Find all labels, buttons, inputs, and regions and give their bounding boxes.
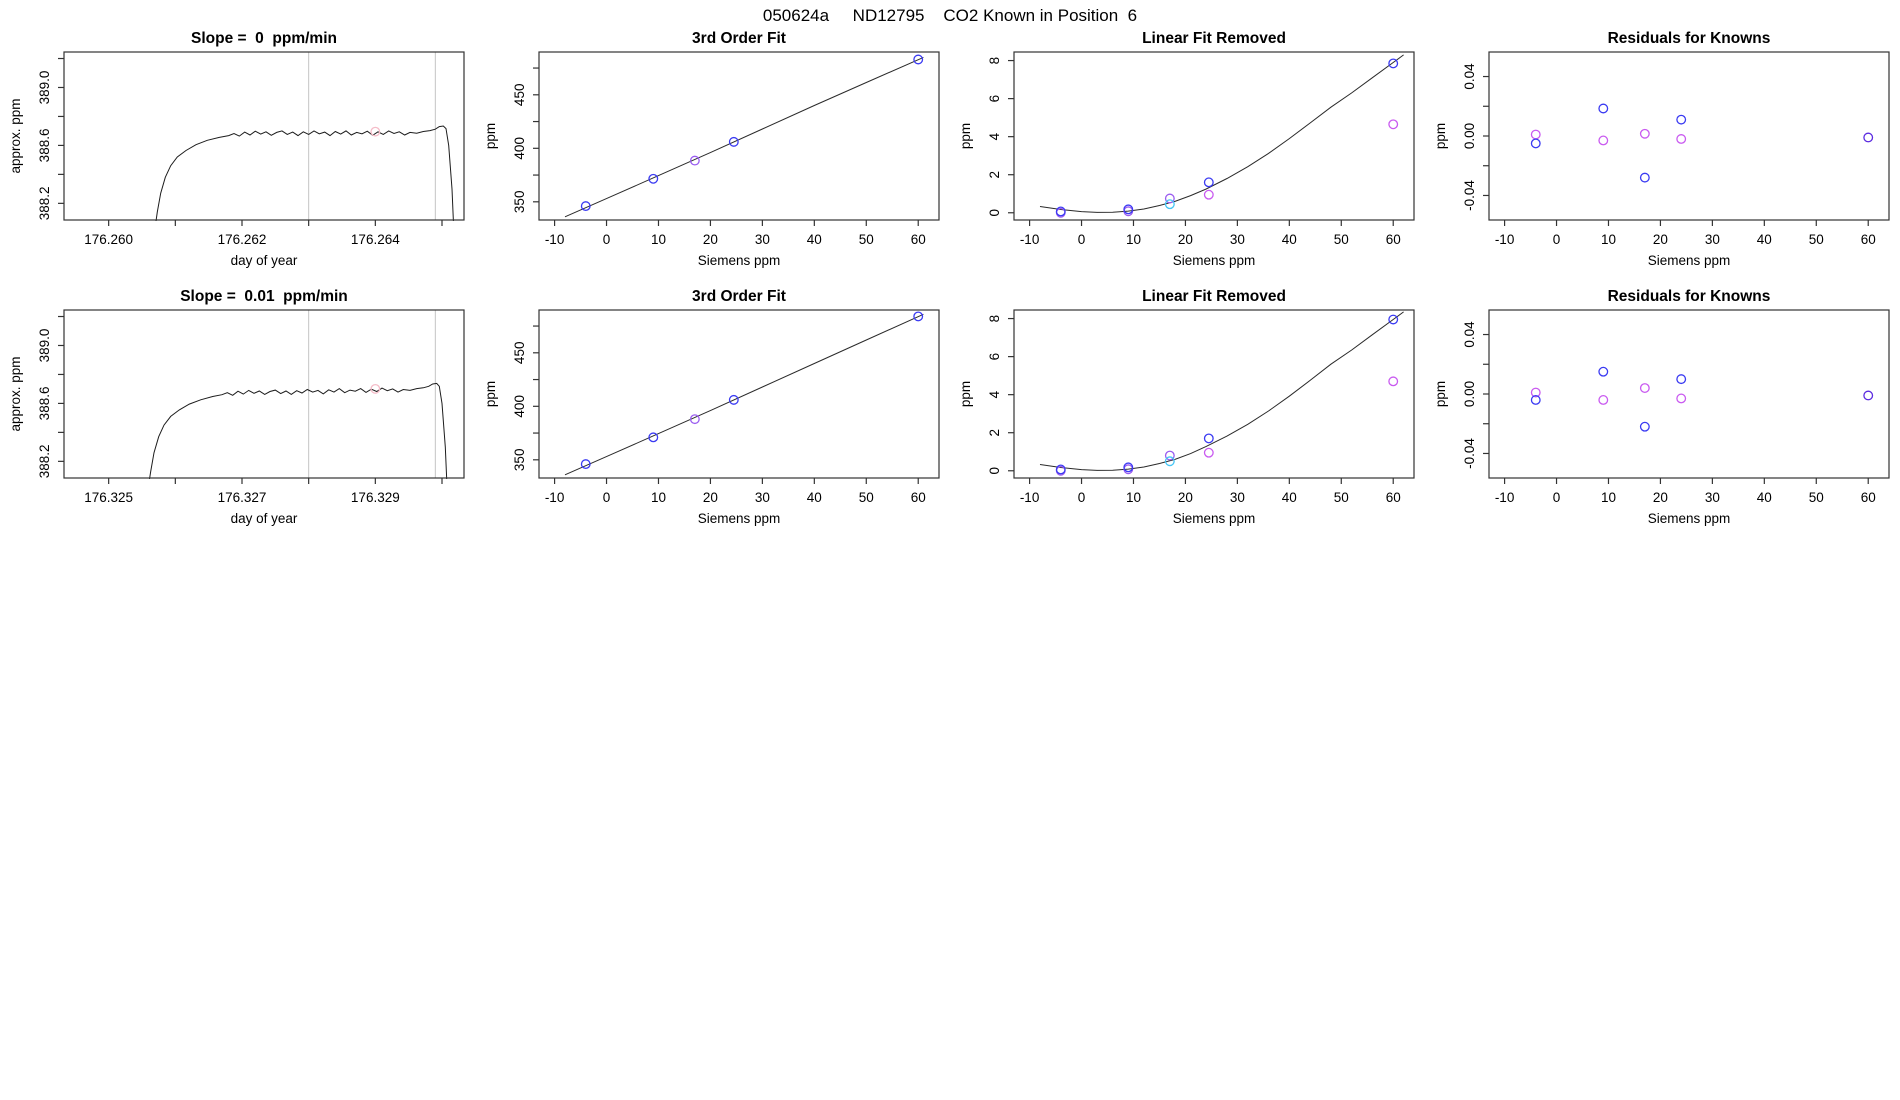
residual-point (1864, 391, 1873, 400)
x-tick-label: 10 (650, 490, 666, 505)
plot-box (1014, 310, 1414, 478)
x-axis-label: Siemens ppm (697, 253, 781, 268)
y-tick-label: 0.04 (1462, 321, 1477, 348)
x-tick-label: 0 (1552, 490, 1561, 505)
x-axis-label: Siemens ppm (1172, 511, 1256, 526)
plot-r1-residuals (1425, 28, 1900, 280)
x-tick-label: 10 (1125, 232, 1141, 247)
x-tick-label: -10 (1494, 232, 1515, 247)
x-tick-label: 176.325 (84, 490, 134, 505)
x-tick-label: 50 (1808, 232, 1824, 247)
plot-box (1489, 310, 1889, 478)
x-tick-label: 10 (1600, 490, 1616, 505)
residual-point (1677, 375, 1686, 384)
plot-r2-slope-timeseries (0, 286, 475, 538)
series-layer (147, 310, 447, 493)
plot-title: Linear Fit Removed (1142, 30, 1286, 47)
x-tick-label: 30 (1704, 490, 1720, 505)
y-tick-label: -0.04 (1462, 180, 1477, 211)
y-tick-label: 388.6 (37, 128, 52, 163)
x-tick-label: 40 (806, 232, 822, 247)
x-tick-label: 10 (650, 232, 666, 247)
y-tick-label: 350 (512, 190, 527, 214)
co2-trace (154, 126, 454, 235)
chart-svg (1425, 286, 1900, 538)
residual-point (1531, 139, 1540, 148)
residual-point (1531, 130, 1540, 139)
x-tick-label: -10 (1494, 490, 1515, 505)
page-title: 050624a ND12795 CO2 Known in Position 6 (762, 6, 1138, 25)
x-tick-label: 0 (1077, 232, 1086, 247)
gas-point (1389, 120, 1398, 129)
x-tick-label: 0 (1077, 490, 1086, 505)
y-tick-label: -0.04 (1462, 438, 1477, 469)
plot-r2-linear-fit-removed (950, 286, 1425, 538)
x-axis-label: Siemens ppm (1647, 253, 1731, 268)
chart-svg (475, 286, 950, 538)
x-tick-label: 30 (1229, 490, 1245, 505)
x-tick-label: 10 (1125, 490, 1141, 505)
gas-point (1205, 448, 1214, 457)
plot-title: Linear Fit Removed (1142, 288, 1286, 305)
residual-point (1599, 104, 1608, 113)
y-tick-label: 2 (987, 428, 1002, 437)
co2-trace (147, 383, 447, 493)
chart-svg (950, 28, 1425, 280)
x-tick-label: 0 (602, 490, 611, 505)
chart-svg (950, 286, 1425, 538)
x-tick-label: 176.262 (217, 232, 267, 247)
plot-r1-linear-fit-removed (950, 28, 1425, 280)
y-tick-label: 389.0 (37, 70, 52, 105)
residual-curve (1040, 55, 1404, 213)
cubic-fit-line (565, 57, 923, 216)
chart-svg (475, 28, 950, 280)
cubic-fit-line (565, 314, 923, 475)
plot-r2-residuals (1425, 286, 1900, 538)
x-tick-label: 176.260 (84, 232, 134, 247)
x-axis-label: day of year (230, 253, 298, 268)
x-tick-label: -10 (544, 232, 565, 247)
plot-title: Slope = 0.01 ppm/min (180, 288, 348, 305)
x-tick-label: 20 (1652, 490, 1668, 505)
series-layer (154, 52, 454, 235)
gas-point (1205, 190, 1214, 199)
x-tick-label: 30 (754, 232, 770, 247)
x-tick-label: 50 (1808, 490, 1824, 505)
plot-title: Residuals for Knowns (1607, 288, 1771, 305)
y-tick-label: 0.00 (1462, 380, 1477, 408)
plot-box (1489, 52, 1889, 220)
residual-point (1599, 396, 1608, 405)
residual-point (1641, 384, 1650, 393)
x-tick-label: 60 (910, 490, 926, 505)
x-tick-label: 60 (1860, 232, 1876, 247)
y-axis-label: ppm (1433, 380, 1448, 408)
y-tick-label: 400 (512, 395, 527, 418)
residual-point (1641, 422, 1650, 431)
x-axis-label: Siemens ppm (1647, 511, 1731, 526)
residual-point (1641, 173, 1650, 182)
series-layer (565, 55, 923, 217)
x-tick-label: 50 (1333, 490, 1349, 505)
plot-title: 3rd Order Fit (692, 288, 786, 305)
x-tick-label: 60 (910, 232, 926, 247)
series-layer (1040, 312, 1404, 475)
x-tick-label: -10 (544, 490, 565, 505)
x-tick-label: 30 (754, 490, 770, 505)
x-axis-label: Siemens ppm (697, 511, 781, 526)
x-tick-label: -10 (1019, 232, 1040, 247)
plot-title: Residuals for Knowns (1607, 30, 1771, 47)
x-tick-label: 40 (1756, 232, 1772, 247)
x-tick-label: 20 (1177, 232, 1193, 247)
plot-title: 3rd Order Fit (692, 30, 786, 47)
x-axis-label: day of year (230, 511, 298, 526)
x-tick-label: 176.264 (350, 232, 400, 247)
y-tick-label: 450 (512, 341, 527, 365)
x-tick-label: -10 (1019, 490, 1040, 505)
y-tick-label: 0 (987, 467, 1002, 475)
y-axis-label: ppm (483, 122, 498, 150)
plot-box (64, 52, 464, 220)
chart-svg (0, 28, 475, 280)
y-tick-label: 389.0 (37, 328, 52, 363)
y-axis-label: ppm (958, 380, 973, 408)
x-tick-label: 60 (1385, 232, 1401, 247)
y-tick-label: 0 (987, 209, 1002, 217)
sample-marker (371, 385, 380, 394)
x-tick-label: 20 (702, 490, 718, 505)
y-axis-label: approx. ppm (8, 356, 23, 432)
series-layer (1040, 55, 1404, 217)
x-tick-label: 30 (1229, 232, 1245, 247)
y-tick-label: 0.04 (1462, 63, 1477, 90)
x-tick-label: 10 (1600, 232, 1616, 247)
x-tick-label: 50 (858, 490, 874, 505)
residual-point (1677, 115, 1686, 124)
x-tick-label: 40 (806, 490, 822, 505)
y-tick-label: 400 (512, 137, 527, 160)
plot-r1-slope-timeseries (0, 28, 475, 280)
y-tick-label: 350 (512, 448, 527, 472)
y-tick-label: 6 (987, 94, 1002, 103)
gas-point (1389, 59, 1398, 68)
x-tick-label: 30 (1704, 232, 1720, 247)
y-axis-label: ppm (1433, 122, 1448, 150)
y-tick-label: 0.00 (1462, 122, 1477, 150)
x-axis-label: Siemens ppm (1172, 253, 1256, 268)
x-tick-label: 20 (702, 232, 718, 247)
residual-point (1677, 135, 1686, 144)
y-axis-label: approx. ppm (8, 98, 23, 174)
x-tick-label: 0 (1552, 232, 1561, 247)
x-tick-label: 176.329 (350, 490, 400, 505)
residual-point (1677, 394, 1686, 403)
y-tick-label: 4 (987, 132, 1002, 141)
series-layer (565, 312, 923, 475)
residual-curve (1040, 312, 1404, 471)
chart-svg (0, 286, 475, 538)
x-tick-label: 40 (1281, 490, 1297, 505)
x-tick-label: 50 (1333, 232, 1349, 247)
residual-point (1599, 136, 1608, 145)
x-tick-label: 60 (1860, 490, 1876, 505)
y-tick-label: 8 (987, 314, 1002, 323)
residual-point (1641, 129, 1650, 138)
y-axis-label: ppm (958, 122, 973, 150)
y-tick-label: 4 (987, 390, 1002, 399)
y-tick-label: 388.2 (37, 444, 52, 479)
plot-box (1014, 52, 1414, 220)
gas-point (1166, 200, 1175, 209)
residual-point (1599, 367, 1608, 376)
series-layer (1531, 367, 1872, 431)
plot-box (539, 310, 939, 478)
residual-point (1864, 133, 1873, 142)
x-tick-label: 50 (858, 232, 874, 247)
x-tick-label: 0 (602, 232, 611, 247)
y-axis-label: ppm (483, 380, 498, 408)
x-tick-label: 20 (1652, 232, 1668, 247)
y-tick-label: 8 (987, 56, 1002, 65)
plot-title: Slope = 0 ppm/min (191, 30, 337, 47)
plot-r2-3rd-order-fit (475, 286, 950, 538)
y-tick-label: 388.2 (37, 186, 52, 221)
chart-svg (1425, 28, 1900, 280)
series-layer (1531, 104, 1872, 182)
x-tick-label: 40 (1281, 232, 1297, 247)
x-tick-label: 20 (1177, 490, 1193, 505)
y-tick-label: 2 (987, 170, 1002, 179)
plot-r1-3rd-order-fit (475, 28, 950, 280)
gas-point (1389, 377, 1398, 386)
x-tick-label: 40 (1756, 490, 1772, 505)
x-tick-label: 176.327 (217, 490, 267, 505)
y-tick-label: 450 (512, 83, 527, 107)
x-tick-label: 60 (1385, 490, 1401, 505)
y-tick-label: 6 (987, 352, 1002, 361)
gas-point (1205, 178, 1214, 187)
plots-grid (0, 28, 1900, 538)
y-tick-label: 388.6 (37, 386, 52, 421)
gas-point (1205, 434, 1214, 443)
